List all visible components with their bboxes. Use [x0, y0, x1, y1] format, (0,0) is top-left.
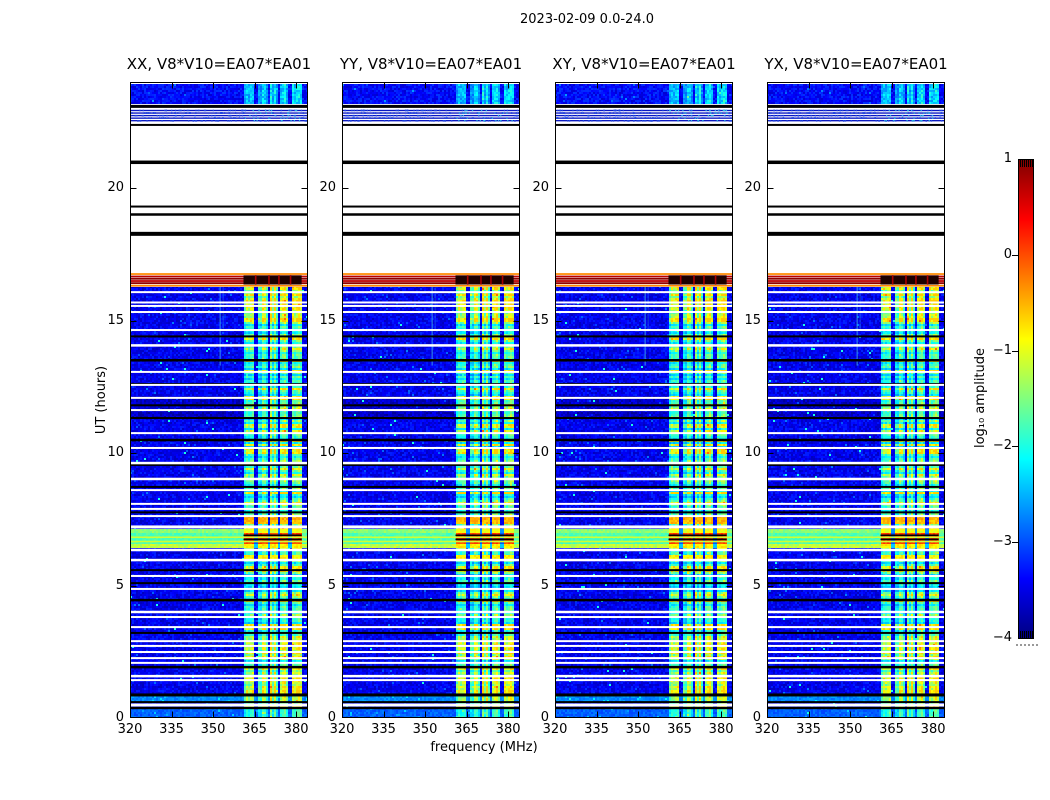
- y-tick-label: 20: [532, 180, 549, 195]
- y-tick-label: 20: [744, 180, 761, 195]
- y-axis-label: UT (hours): [94, 365, 109, 435]
- y-tick-label: 10: [107, 445, 124, 460]
- x-tick-label: 365: [454, 722, 479, 737]
- colorbar-tick-mark: [1012, 255, 1018, 256]
- y-tick-label: 5: [327, 577, 336, 593]
- x-tick-label: 350: [837, 722, 863, 737]
- y-tick-label: 10: [744, 445, 761, 460]
- panel-title: YY, V8*V10=EA07*EA01: [339, 55, 523, 73]
- colorbar-canvas: [1018, 159, 1034, 639]
- y-tick-label: 10: [532, 445, 549, 460]
- colorbar-tick-label: 1: [1003, 151, 1012, 166]
- y-tick-label: 15: [107, 312, 124, 328]
- x-tick-label: 335: [371, 722, 396, 737]
- x-tick-label: 380: [920, 722, 946, 737]
- y-tick-label: 15: [744, 312, 761, 328]
- colorbar-tick-label: −3: [992, 534, 1012, 550]
- y-tick-label: 5: [540, 577, 549, 593]
- colorbar-tick-mark: [1012, 446, 1018, 447]
- colorbar-tick-label: 0: [1003, 246, 1012, 262]
- x-tick-label: 320: [329, 722, 355, 737]
- y-tick-label: 20: [107, 180, 124, 195]
- x-tick-label: 350: [625, 722, 651, 737]
- x-tick-label: 350: [412, 722, 438, 737]
- x-tick-label: 380: [283, 722, 309, 737]
- y-tick-label: 20: [319, 180, 336, 195]
- figure-title: 2023-02-09 0.0-24.0: [520, 12, 654, 27]
- y-tick-label: 0: [115, 710, 124, 725]
- x-tick-label: 320: [754, 722, 780, 737]
- x-tick-label: 335: [584, 722, 609, 737]
- x-tick-label: 335: [159, 722, 184, 737]
- y-tick-label: 5: [115, 577, 124, 593]
- y-tick-label: 0: [752, 710, 761, 725]
- panel-title: XY, V8*V10=EA07*EA01: [552, 55, 736, 73]
- x-tick-label: 320: [117, 722, 143, 737]
- y-tick-label: 15: [319, 312, 336, 328]
- x-tick-label: 365: [879, 722, 904, 737]
- colorbar-tick-label: −2: [992, 438, 1012, 454]
- y-tick-label: 15: [532, 312, 549, 328]
- y-tick-label: 5: [752, 577, 761, 593]
- x-tick-label: 380: [708, 722, 734, 737]
- x-tick-label: 320: [542, 722, 568, 737]
- panel-title: XX, V8*V10=EA07*EA01: [126, 55, 312, 73]
- spectrogram-canvas-4: [767, 82, 945, 718]
- colorbar-label: log₁₀ amplitude: [973, 347, 988, 449]
- spectrogram-canvas-3: [555, 82, 733, 718]
- colorbar-tick-label: −4: [992, 630, 1012, 645]
- y-tick-label: 0: [540, 710, 549, 725]
- colorbar-tick-label: −1: [992, 342, 1012, 358]
- colorbar-tick-mark: [1012, 542, 1018, 543]
- x-tick-label: 335: [796, 722, 821, 737]
- y-tick-label: 10: [319, 445, 336, 460]
- spectrogram-canvas-1: [130, 82, 308, 718]
- colorbar-tick-mark: [1012, 351, 1018, 352]
- colorbar-extend-dots: [1016, 644, 1038, 646]
- x-tick-label: 350: [200, 722, 226, 737]
- x-tick-label: 380: [495, 722, 521, 737]
- y-tick-label: 0: [327, 710, 336, 725]
- spectrogram-canvas-2: [342, 82, 520, 718]
- panel-title: YX, V8*V10=EA07*EA01: [764, 55, 948, 73]
- x-tick-label: 365: [667, 722, 692, 737]
- x-axis-label: frequency (MHz): [430, 740, 538, 755]
- x-tick-label: 365: [242, 722, 267, 737]
